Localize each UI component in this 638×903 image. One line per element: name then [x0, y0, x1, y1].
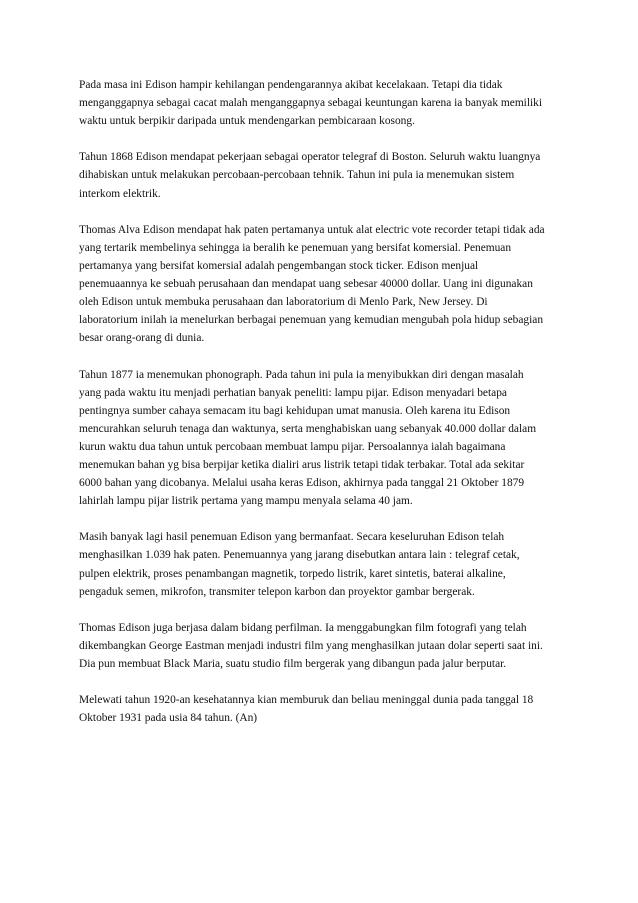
paragraph-light-bulb: Tahun 1877 ia menemukan phonograph. Pada tahun ini pula ia menyibukkan diri dengan masalah yang pada waktu itu menjadi perhatian banyak peneliti: lampu pijar. Edison menyadari betapa pentingnya sumber cahaya semacam itu bagi kehidupan umat manusia. Oleh karena itu Edison mencurahkan seluruh tenaga dan waktunya, serta menghabiskan uang sebanyak 40.000 dollar dalam kurun waktu dua tahun untuk percobaan membuat lampu pijar. Persoalannya ialah bagaimana menemukan bahan yg bisa berpijar ketika dialiri arus listrik tetapi tidak terbakar. Total ada sekitar 6000 bahan yang dicobanya. Melalui usaha keras Edison, akhirnya pada tanggal 21 Oktober 1879 lahirlah lampu pijar listrik pertama yang mampu menyala selama 40 jam. [79, 368, 537, 508]
paragraph-death: Melewati tahun 1920-an kesehatannya kian memburuk dan beliau meninggal dunia pada tanggal 18 Oktober 1931 pada usia 84 tahun. (An) [79, 694, 534, 725]
paragraph-film: Thomas Edison juga berjasa dalam bidang perfilman. Ia menggabungkan film fotografi yang telah dikembangkan George Eastman menjadi industri film yang menghasilkan jutaan dolar seperti saat ini. Dia pun membuat Black Maria, suatu studio film bergerak yang dibangun pada jalur berputar. [79, 621, 543, 670]
paragraph-first-patent: Thomas Alva Edison mendapat hak paten pertamanya untuk alat electric vote recorder tetapi tidak ada yang tertarik membelinya sehingga ia beralih ke penemuan yang bersifat komersial. Penemuan pertamanya yang bersifat komersial adalah pengembangan stock ticker. Edison menjual penemuaannya ke sebuah perusahaan dan mendapat uang sebesar 40000 dollar. Uang ini digunakan oleh Edison untuk membuka perusahaan dan laboratorium di Menlo Park, New Jersey. Di laboratorium inilah ia menelurkan berbagai penemuan yang kemudian mengubah pola hidup sebagian besar orang-orang di dunia. [79, 223, 545, 345]
paragraph-telegraph-operator: Tahun 1868 Edison mendapat pekerjaan sebagai operator telegraf di Boston. Seluruh waktu luangnya dihabiskan untuk melakukan percobaan-percobaan tehnik. Tahun ini pula ia menemukan sistem interkom elektrik. [79, 151, 541, 200]
paragraph-hearing-loss: Pada masa ini Edison hampir kehilangan pendengarannya akibat kecelakaan. Tetapi dia tidak menganggapnya sebagai cacat malah menganggapnya sebagai keuntungan karena ia banyak memiliki waktu untuk berpikir daripada untuk mendengarkan pembicaraan kosong. [79, 79, 543, 128]
document-body [79, 76, 564, 745]
paragraph-other-inventions: Masih banyak lagi hasil penemuan Edison yang bermanfaat. Secara keseluruhan Edison telah menghasilkan 1.039 hak paten. Penemuannya yang jarang disebutkan antara lain : telegraf cetak, pulpen elektrik, proses penambangan magnetik, torpedo listrik, karet sintetis, baterai alkaline, pengaduk semen, mikrofon, transmiter telepon karbon dan proyektor gambar bergerak. [79, 531, 520, 598]
